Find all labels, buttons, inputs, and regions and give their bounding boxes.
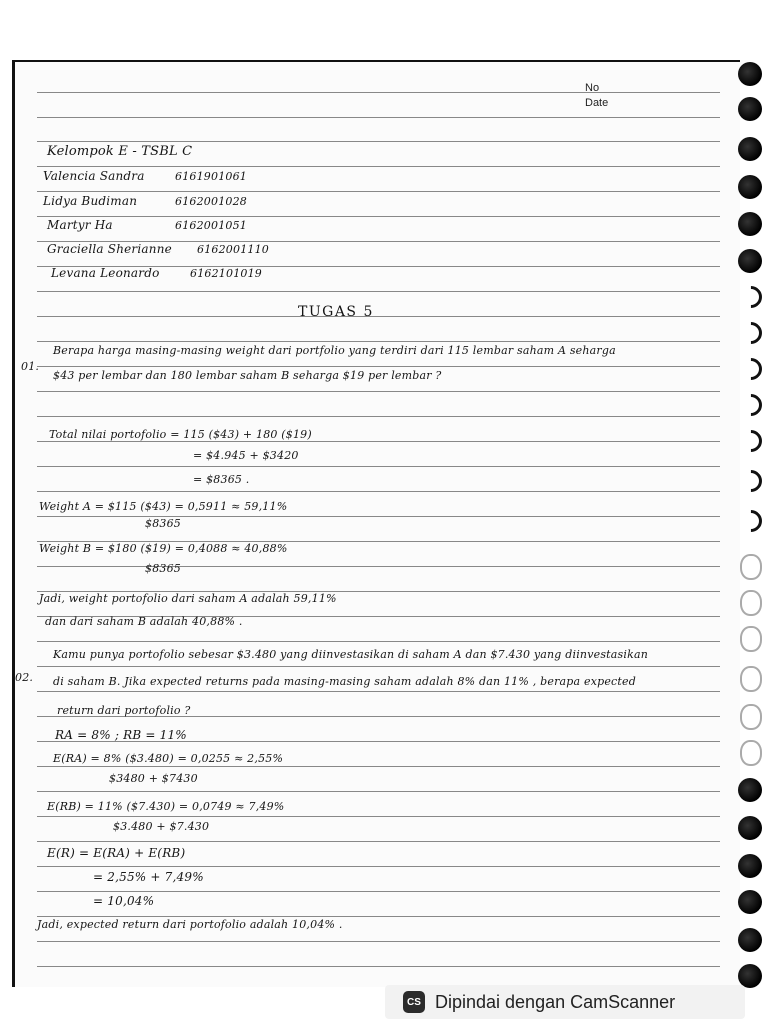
rule-line [37,291,720,292]
binder-hole [738,778,762,802]
binder-ring [735,425,766,456]
q2-question-line3: return dari portofolio ? [57,704,191,717]
rule-line [37,316,720,317]
rule-line [37,641,720,642]
binder-ring [735,353,766,384]
q2-conclusion: Jadi, expected return dari portofolio adalah 10,04% . [37,918,343,931]
member-name: Graciella Sherianne [47,242,172,256]
binder-hole [738,175,762,199]
q2-given-returns: RA = 8% ; RB = 11% [55,728,187,742]
rule-line [37,466,720,467]
q2-er-line3: = 10,04% [93,894,155,908]
rule-line [37,841,720,842]
rule-line [37,117,720,118]
camscanner-watermark [385,985,745,1019]
q1-weight-a: Weight A = $115 ($43) = 0,5911 ≈ 59,11% [39,500,288,513]
notebook-page [12,60,740,987]
rule-line [37,766,720,767]
rule-line [37,441,720,442]
camscanner-logo-icon: CS [403,991,425,1013]
q1-conclusion-line2: dan dari saham B adalah 40,88% . [45,615,243,628]
binder-hole [740,666,762,692]
rule-line [37,216,720,217]
q1-weight-b: Weight B = $180 ($19) = 0,4088 ≈ 40,88% [39,542,288,555]
q2-question-line2: di saham B. Jika expected returns pada masing-masing saham adalah 8% dan 11% , berapa expected [53,675,636,688]
binder-holes [736,60,768,985]
q1-total-line2: = $4.945 + $3420 [193,449,299,462]
q1-weight-b-denominator: $8365 [145,562,181,575]
q1-total-line1: Total nilai portofolio = 115 ($43) + 180 ($19) [49,428,312,441]
q2-question-line1: Kamu punya portofolio sebesar $3.480 yang diinvestasikan di saham A dan $7.430 yang diinvestasikan [53,648,649,661]
binder-hole [740,554,762,580]
rule-line [37,966,720,967]
assignment-title: TUGAS 5 [298,304,374,320]
rule-line [37,391,720,392]
q1-weight-a-denominator: $8365 [145,517,181,530]
member-id: 6162001028 [175,195,247,208]
rule-line [37,666,720,667]
binder-hole [738,212,762,236]
rule-line [37,341,720,342]
q1-total-line3: = $8365 . [193,473,250,486]
binder-ring [735,465,766,496]
q1-conclusion-line1: Jadi, weight portofolio dari saham A adalah 59,11% [39,592,337,605]
binder-hole [738,928,762,952]
binder-hole [738,816,762,840]
member-id: 6162101019 [190,267,262,280]
binder-hole [738,890,762,914]
rule-line [37,566,720,567]
rule-line [37,366,720,367]
q2-er-line1: E(R) = E(RA) + E(RB) [47,846,186,860]
rule-line [37,866,720,867]
rule-line [37,816,720,817]
binder-ring [735,281,766,312]
q1-number: 01. [21,360,40,373]
q2-erb: E(RB) = 11% ($7.430) = 0,0749 ≈ 7,49% [47,800,285,813]
rule-line [37,891,720,892]
binder-hole [740,740,762,766]
group-heading: Kelompok E - TSBL C [47,144,193,159]
binder-ring [735,505,766,536]
rule-line [37,691,720,692]
binder-hole [740,626,762,652]
camscanner-text: Dipindai dengan CamScanner [435,991,676,1012]
binder-hole [738,97,762,121]
q2-number: 02. [15,671,34,684]
q1-question-line1: Berapa harga masing-masing weight dari portfolio yang terdiri dari 115 lembar saham A seharga [53,344,616,357]
binder-hole [738,62,762,86]
rule-line [37,941,720,942]
no-label: No [585,82,600,94]
binder-hole [738,137,762,161]
q2-er-line2: = 2,55% + 7,49% [93,870,204,884]
binder-hole [738,249,762,273]
binder-hole [740,704,762,730]
member-name: Levana Leonardo [51,266,160,280]
binder-ring [735,389,766,420]
q2-era: E(RA) = 8% ($3.480) = 0,0255 ≈ 2,55% [53,752,284,765]
rule-line [37,191,720,192]
member-id: 6161901061 [175,170,247,183]
binder-ring [735,317,766,348]
member-name: Valencia Sandra [43,169,145,183]
binder-hole [738,854,762,878]
rule-line [37,491,720,492]
rule-line [37,516,720,517]
rule-line [37,916,720,917]
q2-era-denominator: $3480 + $7430 [109,772,198,785]
rule-line [37,92,720,93]
member-id: 6162001110 [197,243,269,256]
q2-erb-denominator: $3.480 + $7.430 [113,820,210,833]
member-name: Lidya Budiman [43,194,138,208]
binder-hole [740,590,762,616]
member-name: Martyr Ha [47,218,113,232]
rule-line [37,141,720,142]
rule-line [37,791,720,792]
member-id: 6162001051 [175,219,247,232]
q1-question-line2: $43 per lembar dan 180 lembar saham B seharga $19 per lembar ? [53,369,442,382]
rule-line [37,416,720,417]
rule-line [37,166,720,167]
date-label: Date [585,97,609,109]
